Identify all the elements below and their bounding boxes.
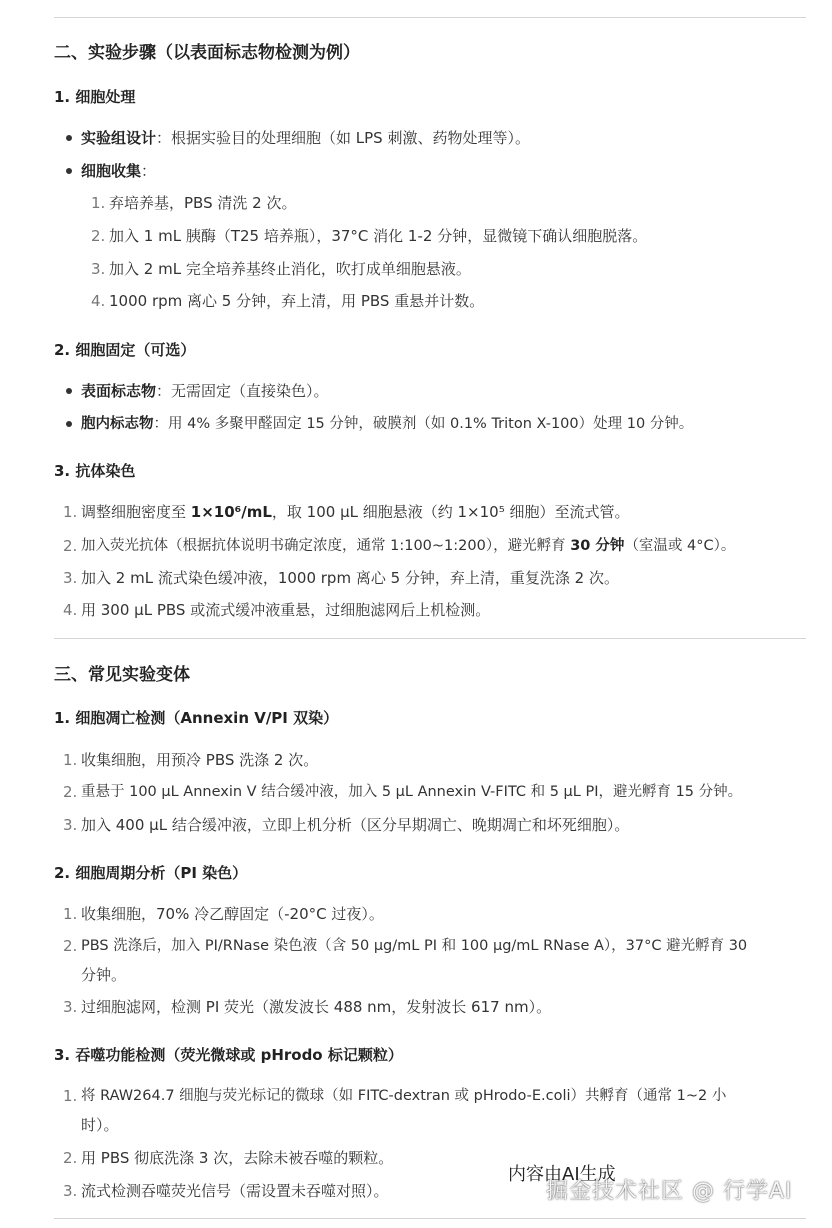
list-number: 1. [63, 905, 78, 923]
bullet-marker [66, 135, 72, 141]
ai-generated-note: 内容由AI生成 [508, 1164, 616, 1185]
list-item [81, 535, 735, 557]
list-item: 流式检测吞噬荧光信号（需设置未吞噬对照）。 [81, 1182, 389, 1200]
list-item: 加入 1 mL 胰酶（T25 培养瓶），37°C 消化 1-2 分钟，显微镜下确认细胞脱落。 [109, 227, 648, 245]
list-number: 1. [63, 503, 78, 521]
list-item: 加入 2 mL 完全培养基终止消化，吹打成单细胞悬液。 [109, 260, 471, 278]
subsection-title: 3. 抗体染色 [54, 462, 136, 480]
subsection-title: 1. 细胞处理 [54, 88, 136, 106]
bullet-item [81, 380, 329, 402]
bullet-item [81, 127, 530, 149]
bullet-item [81, 413, 693, 435]
list-number: 3. [63, 569, 78, 587]
subsection-title: 3. 吞噬功能检测（荧光微球或 pHrodo 标记颗粒） [54, 1046, 403, 1064]
list-item: 加入 400 µL 结合缓冲液，立即上机分析（区分早期凋亡、晚期凋亡和坏死细胞）。 [81, 816, 630, 834]
bullet-item [81, 160, 156, 182]
list-number: 3. [63, 1182, 78, 1200]
bullet-text: ： [141, 162, 157, 180]
list-item: 用 PBS 彻底洗涤 3 次，去除未被吞噬的颗粒。 [81, 1149, 394, 1167]
list-item: 将 RAW264.7 细胞与荧光标记的微球（如 FITC-dextran 或 pHrodo-E.coli）共孵育（通常 1~2 小 [81, 1088, 727, 1104]
bullet-marker [66, 421, 72, 427]
list-number: 2. [63, 1149, 78, 1167]
list-item: 加入 2 mL 流式染色缓冲液，1000 rpm 离心 5 分钟，弃上清，重复洗涤 2 次。 [81, 569, 619, 587]
list-number: 1. [63, 751, 78, 769]
bullet-label: 胞内标志物 [81, 416, 154, 432]
list-text: 调整细胞密度至 [81, 503, 191, 521]
list-text: （室温或 4°C）。 [624, 538, 736, 554]
bullet-label: 表面标志物 [81, 382, 157, 400]
list-emphasis: 1×10⁶/mL [190, 503, 272, 521]
list-item: 收集细胞，用预冷 PBS 洗涤 2 次。 [81, 751, 319, 769]
list-number: 2. [63, 937, 78, 955]
list-number: 2. [91, 227, 106, 245]
list-number: 4. [63, 601, 78, 619]
subsection-title: 2. 细胞固定（可选） [54, 341, 196, 359]
list-item: 1000 rpm 离心 5 分钟，弃上清，用 PBS 重悬并计数。 [109, 292, 485, 310]
section-title: 二、实验步骤（以表面标志物检测为例） [54, 43, 360, 63]
list-item: 重悬于 100 µL Annexin V 结合缓冲液，加入 5 µL Annexin V-FITC 和 5 µL PI，避光孵育 15 分钟。 [81, 784, 743, 800]
bullet-text: ：无需固定（直接染色）。 [156, 382, 329, 400]
list-item: 用 300 µL PBS 或流式缓冲液重悬，过细胞滤网后上机检测。 [81, 601, 491, 619]
list-number: 3. [63, 998, 78, 1016]
list-number: 2. [63, 783, 78, 801]
list-emphasis: 30 分钟 [570, 538, 625, 554]
list-item: 收集细胞，70% 冷乙醇固定（-20°C 过夜）。 [81, 905, 384, 923]
list-number: 3. [91, 260, 106, 278]
site-watermark: 掘金技术社区 @ 行学AI [546, 1179, 793, 1204]
list-number: 2. [63, 537, 78, 555]
list-item-continued: 分钟。 [81, 966, 127, 984]
list-text: 加入荧光抗体（根据抗体说明书确定浓度，通常 1:100~1:200），避光孵育 [81, 538, 571, 554]
bullet-marker [66, 168, 72, 174]
list-item-continued: 时）。 [81, 1116, 119, 1134]
list-item: 过细胞滤网，检测 PI 荧光（激发波长 488 nm，发射波长 617 nm）。 [81, 998, 552, 1016]
divider [54, 17, 806, 18]
bullet-label: 细胞收集 [81, 162, 142, 180]
list-number: 1. [91, 194, 106, 212]
list-item [81, 501, 630, 523]
divider [54, 1218, 806, 1219]
list-text: ，取 100 µL 细胞悬液（约 1×10⁵ 细胞）至流式管。 [271, 503, 630, 521]
list-number: 1. [63, 1087, 78, 1105]
section-title: 三、常见实验变体 [54, 665, 190, 685]
bullet-label: 实验组设计 [81, 129, 157, 147]
subsection-title: 1. 细胞凋亡检测（Annexin V/PI 双染） [54, 709, 339, 727]
bullet-marker [66, 388, 72, 394]
bullet-text: ：用 4% 多聚甲醛固定 15 分钟，破膜剂（如 0.1% Triton X-100）处理 10 分钟。 [153, 416, 694, 432]
list-item: 弃培养基，PBS 清洗 2 次。 [109, 194, 297, 212]
bullet-text: ：根据实验目的处理细胞（如 LPS 刺激、药物处理等）。 [156, 129, 530, 147]
list-number: 4. [91, 292, 106, 310]
list-item: PBS 洗涤后，加入 PI/RNase 染色液（含 50 µg/mL PI 和 100 µg/mL RNase A），37°C 避光孵育 30 [81, 938, 748, 954]
subsection-title: 2. 细胞周期分析（PI 染色） [54, 864, 248, 882]
list-number: 3. [63, 816, 78, 834]
divider [54, 638, 806, 639]
